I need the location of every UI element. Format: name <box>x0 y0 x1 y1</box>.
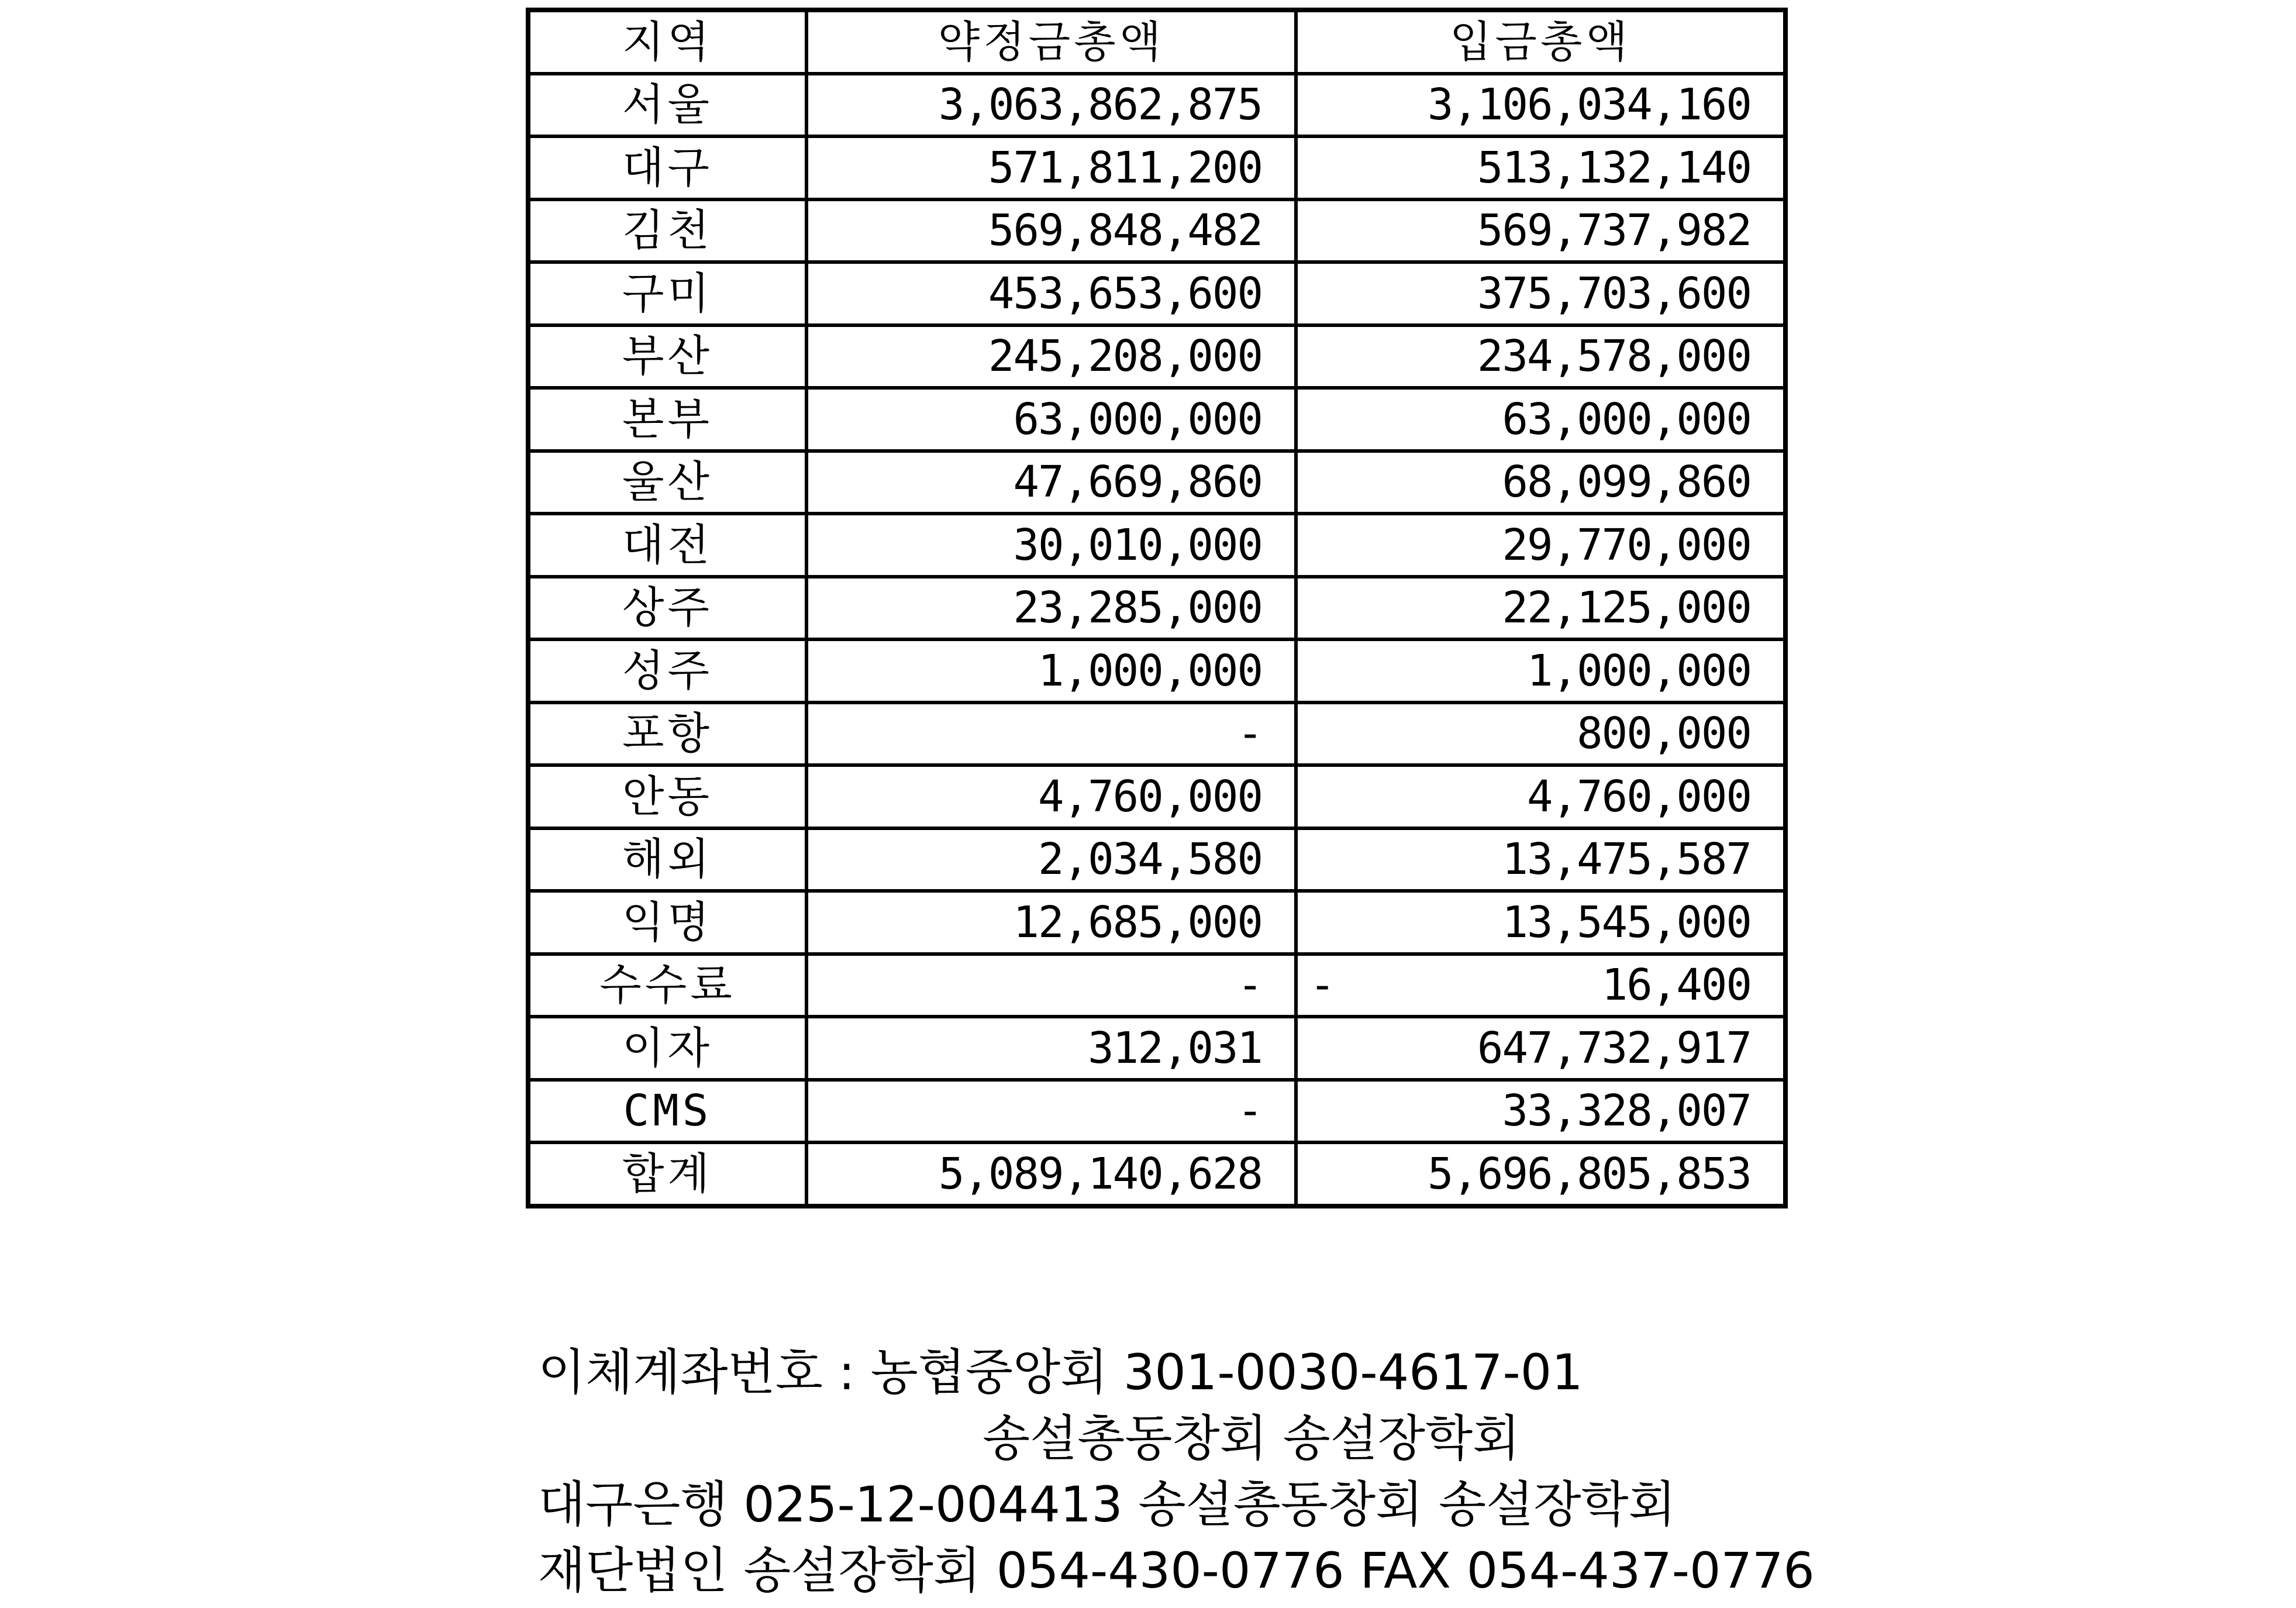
deposit-amount-cell: 513,132,140 <box>1296 136 1785 199</box>
bank-account-info <box>538 1340 1942 1604</box>
pledge-amount-cell: 63,000,000 <box>806 388 1296 451</box>
table-row <box>528 891 1785 954</box>
table-row <box>528 577 1785 640</box>
table-body <box>528 74 1785 1206</box>
deposit-amount-cell: 13,545,000 <box>1296 891 1785 954</box>
table-header-row <box>528 10 1785 74</box>
pledge-amount-cell: 453,653,600 <box>806 262 1296 325</box>
transfer-account-line: 이체계좌번호 : 농협중앙회 301-0030-4617-01 <box>538 1344 1583 1401</box>
region-cell: 익명 <box>528 891 806 954</box>
pledge-amount-cell: 12,685,000 <box>806 891 1296 954</box>
region-cell: 김천 <box>528 199 806 263</box>
pledge-amount-cell: 1,000,000 <box>806 639 1296 703</box>
table-row <box>528 765 1785 828</box>
region-cell: 합계 <box>528 1142 806 1206</box>
table-row <box>528 514 1785 577</box>
pledge-amount-cell: - <box>806 703 1296 766</box>
pledge-amount-cell: 5,089,140,628 <box>806 1142 1296 1206</box>
daegu-bank-line: 대구은행 025-12-004413 송설총동창회 송설장학회 <box>538 1476 1676 1533</box>
table-row <box>528 451 1785 514</box>
table-row <box>528 954 1785 1017</box>
deposit-amount-cell: 569,737,982 <box>1296 199 1785 263</box>
deposit-amount-cell: 3,106,034,160 <box>1296 74 1785 137</box>
table-row <box>528 262 1785 325</box>
deposit-amount-cell: 63,000,000 <box>1296 388 1785 451</box>
pledge-amount-cell: 23,285,000 <box>806 577 1296 640</box>
pledge-amount-cell: 4,760,000 <box>806 765 1296 828</box>
deposit-amount-cell: 375,703,600 <box>1296 262 1785 325</box>
region-cell: 수수료 <box>528 954 806 1017</box>
deposit-amount-cell: 647,732,917 <box>1296 1017 1785 1080</box>
table-row <box>528 1080 1785 1143</box>
deposit-value: 16,400 <box>1601 960 1751 1011</box>
deposit-amount-cell: 4,760,000 <box>1296 765 1785 828</box>
deposit-amount-cell <box>1296 954 1785 1017</box>
region-cell: 해외 <box>528 828 806 891</box>
region-cell: 포항 <box>528 703 806 766</box>
region-cell: 성주 <box>528 639 806 703</box>
region-cell: 대구 <box>528 136 806 199</box>
pledge-amount-cell: 2,034,580 <box>806 828 1296 891</box>
pledge-amount-cell: 312,031 <box>806 1017 1296 1080</box>
pledge-amount-cell: 245,208,000 <box>806 325 1296 388</box>
table-row <box>528 74 1785 137</box>
region-cell: 울산 <box>528 451 806 514</box>
deposit-amount-cell: 234,578,000 <box>1296 325 1785 388</box>
region-cell: 이자 <box>528 1017 806 1080</box>
region-cell: 부산 <box>528 325 806 388</box>
deposit-amount-cell: 29,770,000 <box>1296 514 1785 577</box>
donation-summary-table <box>526 8 1788 1208</box>
deposit-amount-cell: 13,475,587 <box>1296 828 1785 891</box>
deposit-amount-cell: 33,328,007 <box>1296 1080 1785 1143</box>
table-row <box>528 703 1785 766</box>
table-row <box>528 136 1785 199</box>
header-deposit-total: 입금총액 <box>1296 10 1785 74</box>
pledge-amount-cell: - <box>806 954 1296 1017</box>
region-cell: 상주 <box>528 577 806 640</box>
pledge-amount-cell: - <box>806 1080 1296 1143</box>
negative-sign: - <box>1309 960 1335 1011</box>
deposit-amount-cell: 68,099,860 <box>1296 451 1785 514</box>
pledge-amount-cell: 30,010,000 <box>806 514 1296 577</box>
total-row <box>528 1142 1785 1206</box>
deposit-amount-cell: 800,000 <box>1296 703 1785 766</box>
region-cell: 서울 <box>528 74 806 137</box>
header-region: 지역 <box>528 10 806 74</box>
region-cell: 안동 <box>528 765 806 828</box>
deposit-amount-cell: 22,125,000 <box>1296 577 1785 640</box>
region-cell: 대전 <box>528 514 806 577</box>
deposit-amount-cell: 5,696,805,853 <box>1296 1142 1785 1206</box>
table-row <box>528 325 1785 388</box>
foundation-contact-line: 재단법인 송설장학회 054-430-0776 FAX 054-437-0776 <box>538 1542 1815 1599</box>
table-row <box>528 388 1785 451</box>
pledge-amount-cell: 3,063,862,875 <box>806 74 1296 137</box>
deposit-amount-cell: 1,000,000 <box>1296 639 1785 703</box>
table-row <box>528 1017 1785 1080</box>
pledge-amount-cell: 569,848,482 <box>806 199 1296 263</box>
account-holder-line: 송설총동창회 송설장학회 <box>982 1410 1521 1467</box>
header-pledge-total: 약정금총액 <box>806 10 1296 74</box>
pledge-amount-cell: 571,811,200 <box>806 136 1296 199</box>
table-row <box>528 828 1785 891</box>
table-row <box>528 639 1785 703</box>
region-cell: 본부 <box>528 388 806 451</box>
region-cell: CMS <box>528 1080 806 1143</box>
pledge-amount-cell: 47,669,860 <box>806 451 1296 514</box>
region-cell: 구미 <box>528 262 806 325</box>
table-row <box>528 199 1785 263</box>
